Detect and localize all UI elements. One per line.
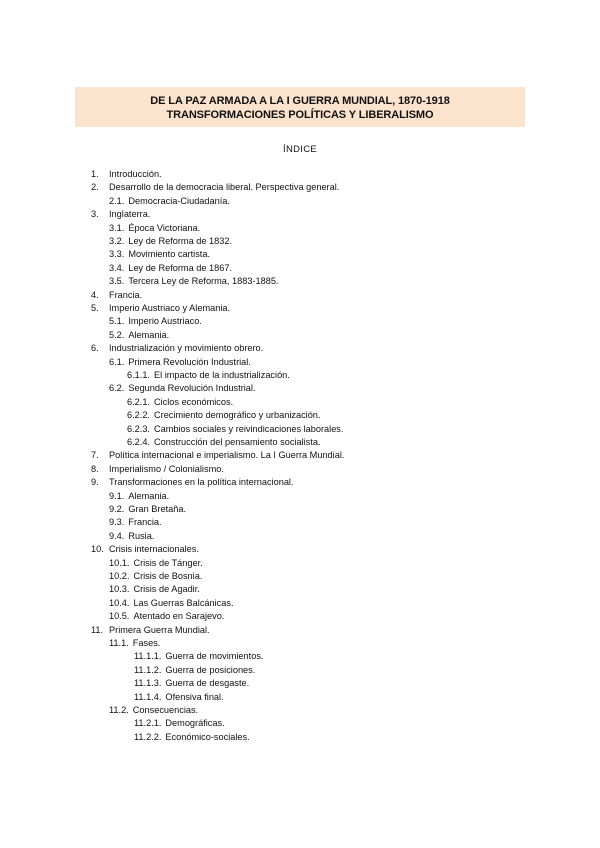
- toc-item-number: 10.1.: [109, 557, 130, 568]
- toc-item-text: Crecimiento demográfico y urbanización.: [154, 410, 321, 421]
- toc-item-text: Consecuencias.: [132, 705, 199, 715]
- toc-item: [109, 503, 186, 516]
- toc-item: [109, 235, 232, 248]
- toc-item: [109, 382, 256, 395]
- toc-item-number: 11.1.2.: [134, 664, 162, 675]
- toc-item-number: 6.2.1.: [127, 396, 150, 407]
- toc-item-number: 11.1.1.: [134, 651, 162, 662]
- toc-item-text: Tercera Ley de Reforma, 1883-1885.: [128, 276, 279, 287]
- toc-item: [109, 583, 200, 596]
- toc-item-text: Desarrollo de la democracia liberal. Perspectiva general.: [109, 182, 340, 193]
- toc-item-text: Crisis de Agadir.: [133, 584, 200, 595]
- toc-item-number: 6.1.1.: [127, 370, 150, 380]
- index-heading: ÍNDICE: [283, 144, 317, 155]
- toc-item-number: 3.3.: [109, 249, 125, 260]
- toc-item-number: 5.2.: [109, 329, 125, 340]
- document-title-line-1: DE LA PAZ ARMADA A LA I GUERRA MUNDIAL, 1870-1918: [150, 95, 450, 107]
- toc-item-text: Política internacional e imperialismo. La I Guerra Mundial.: [109, 450, 345, 461]
- toc-item: [134, 664, 255, 677]
- toc-item-number: 11.: [91, 624, 104, 635]
- toc-item-number: 3.1.: [109, 222, 125, 233]
- toc-item-text: Gran Bretaña.: [128, 504, 187, 514]
- toc-item: [109, 329, 169, 342]
- document-title-line-2: TRANSFORMACIONES POLÍTICAS Y LIBERALISMO: [166, 109, 434, 121]
- toc-item: [109, 557, 203, 570]
- toc-item-number: 5.1.: [109, 316, 125, 327]
- toc-item: [134, 650, 263, 663]
- toc-item-number: 7.: [91, 450, 99, 461]
- toc-item: [127, 396, 233, 409]
- toc-item: [109, 704, 198, 717]
- toc-item-number: 9.3.: [109, 517, 125, 528]
- toc-item-text: Industrialización y movimiento obrero.: [109, 343, 264, 354]
- toc-item-number: 11.1.: [109, 638, 129, 648]
- toc-item-number: 6.2.2.: [127, 410, 150, 421]
- toc-item-number: 6.2.: [109, 383, 125, 394]
- toc-item: [109, 275, 278, 288]
- toc-item-number: 10.: [91, 544, 104, 555]
- toc-item-text: Crisis internacionales.: [109, 544, 199, 555]
- toc-item-number: 9.4.: [109, 530, 125, 541]
- toc-item: [91, 543, 199, 556]
- toc-item: [109, 315, 202, 328]
- toc-item-text: Ofensiva final.: [165, 691, 224, 702]
- toc-item: [91, 181, 339, 194]
- toc-item-number: 10.4.: [109, 597, 130, 608]
- toc-item-text: Movimiento cartista.: [128, 249, 211, 260]
- toc-item-text: Guerra de desgaste.: [165, 678, 250, 689]
- toc-item-number: 6.2.4.: [127, 437, 150, 447]
- toc-item-text: Primera Revolución Industrial.: [128, 356, 251, 367]
- toc-item-number: 2.1.: [109, 195, 125, 206]
- toc-item-text: Segunda Revolución Industrial.: [128, 383, 256, 394]
- toc-item: [127, 409, 320, 422]
- toc-item: [127, 369, 290, 382]
- toc-item: [127, 423, 343, 436]
- toc-item-number: 6.2.3.: [127, 423, 150, 434]
- toc-item-number: 11.2.: [109, 705, 129, 715]
- toc-item-number: 6.: [91, 343, 99, 354]
- toc-item-text: Las Guerras Balcánicas.: [133, 597, 234, 608]
- toc-item-number: 11.2.1.: [134, 718, 162, 729]
- toc-item: [91, 208, 150, 221]
- toc-item-text: Atentado en Sarajevo.: [133, 611, 225, 622]
- toc-item-text: Época Victoriana.: [128, 222, 201, 233]
- toc-item-text: Guerra de posiciones.: [165, 664, 256, 675]
- toc-item-text: Democracia-Ciudadanía.: [128, 195, 230, 206]
- toc-item-text: Crisis de Tánger.: [133, 557, 203, 568]
- toc-item-text: Primera Guerra Mundial.: [109, 624, 210, 635]
- toc-item-number: 2.: [91, 182, 99, 193]
- toc-item: [109, 637, 160, 650]
- toc-item: [91, 302, 230, 315]
- toc-item: [91, 476, 294, 489]
- toc-item-text: Rusia.: [128, 530, 155, 541]
- toc-item: [109, 356, 251, 369]
- toc-item-number: 9.2.: [109, 504, 125, 514]
- toc-item: [109, 262, 232, 275]
- toc-item-text: Fases.: [132, 638, 161, 648]
- toc-item-text: Transformaciones en la política internacional.: [109, 477, 294, 488]
- toc-item: [91, 168, 162, 181]
- toc-item-number: 1.: [91, 169, 99, 179]
- toc-item-text: Ley de Reforma de 1867.: [128, 262, 233, 273]
- toc-item: [109, 248, 210, 261]
- toc-item: [91, 289, 142, 302]
- toc-item: [91, 463, 224, 476]
- toc-item-number: 10.5.: [109, 611, 130, 622]
- toc-item-text: Imperio Austriaco.: [128, 316, 202, 327]
- toc-item-text: Francia.: [109, 289, 143, 300]
- toc-item: [109, 530, 154, 543]
- toc-item-text: Ley de Reforma de 1832.: [128, 236, 233, 246]
- toc-item-number: 9.1.: [109, 490, 125, 501]
- toc-item-number: 9.: [91, 477, 99, 488]
- toc-item-text: Francia.: [128, 517, 162, 528]
- toc-item: [109, 610, 224, 623]
- toc-item: [109, 516, 162, 529]
- toc-item-number: 10.3.: [109, 584, 130, 595]
- toc-item-text: Guerra de movimientos.: [165, 651, 264, 662]
- toc-item-number: 11.1.4.: [134, 691, 162, 702]
- toc-item-text: Cambios sociales y reivindicaciones laborales.: [154, 423, 344, 434]
- toc-item-number: 6.1.: [109, 356, 125, 367]
- toc-item-number: 3.2.: [109, 236, 125, 246]
- toc-item-number: 10.2.: [109, 571, 130, 581]
- toc-item-text: Económico-sociales.: [165, 731, 250, 742]
- toc-item: [109, 490, 169, 503]
- toc-item: [109, 570, 202, 583]
- toc-item: [109, 597, 234, 610]
- toc-item-number: 4.: [91, 289, 99, 300]
- toc-item-text: Crisis de Bosnia.: [133, 571, 203, 581]
- toc-item: [134, 691, 224, 704]
- toc-item-text: Alemania.: [128, 490, 170, 501]
- toc-item: [109, 195, 230, 208]
- toc-item-text: Introducción.: [109, 169, 162, 179]
- toc-item: [134, 717, 225, 730]
- toc-item-number: 3.: [91, 209, 99, 220]
- toc-item: [127, 436, 320, 449]
- toc-item: [109, 222, 200, 235]
- toc-item-text: Alemania.: [128, 329, 170, 340]
- toc-item-text: El impacto de la industrialización.: [154, 370, 290, 380]
- toc-item: [91, 624, 210, 637]
- toc-item-text: Construcción del pensamiento socialista.: [154, 437, 321, 447]
- toc-item: [134, 677, 249, 690]
- toc-item: [134, 731, 250, 744]
- document-title-box: [75, 87, 525, 127]
- toc-item-text: Ciclos económicos.: [154, 396, 234, 407]
- toc-item-text: Inglaterra.: [109, 209, 151, 220]
- toc-item-number: 3.4.: [109, 262, 125, 273]
- toc-item-number: 5.: [91, 303, 99, 313]
- toc-item-text: Demográficas.: [165, 718, 225, 729]
- toc-item-number: 3.5.: [109, 276, 125, 287]
- toc-item: [91, 449, 344, 462]
- toc-item-number: 11.2.2.: [134, 731, 162, 742]
- toc-item-number: 11.1.3.: [134, 678, 162, 689]
- toc-item-text: Imperio Austriaco y Alemania.: [109, 303, 231, 313]
- toc-item-text: Imperialismo / Colonialismo.: [109, 463, 224, 474]
- toc-item: [91, 342, 263, 355]
- toc-item-number: 8.: [91, 463, 99, 474]
